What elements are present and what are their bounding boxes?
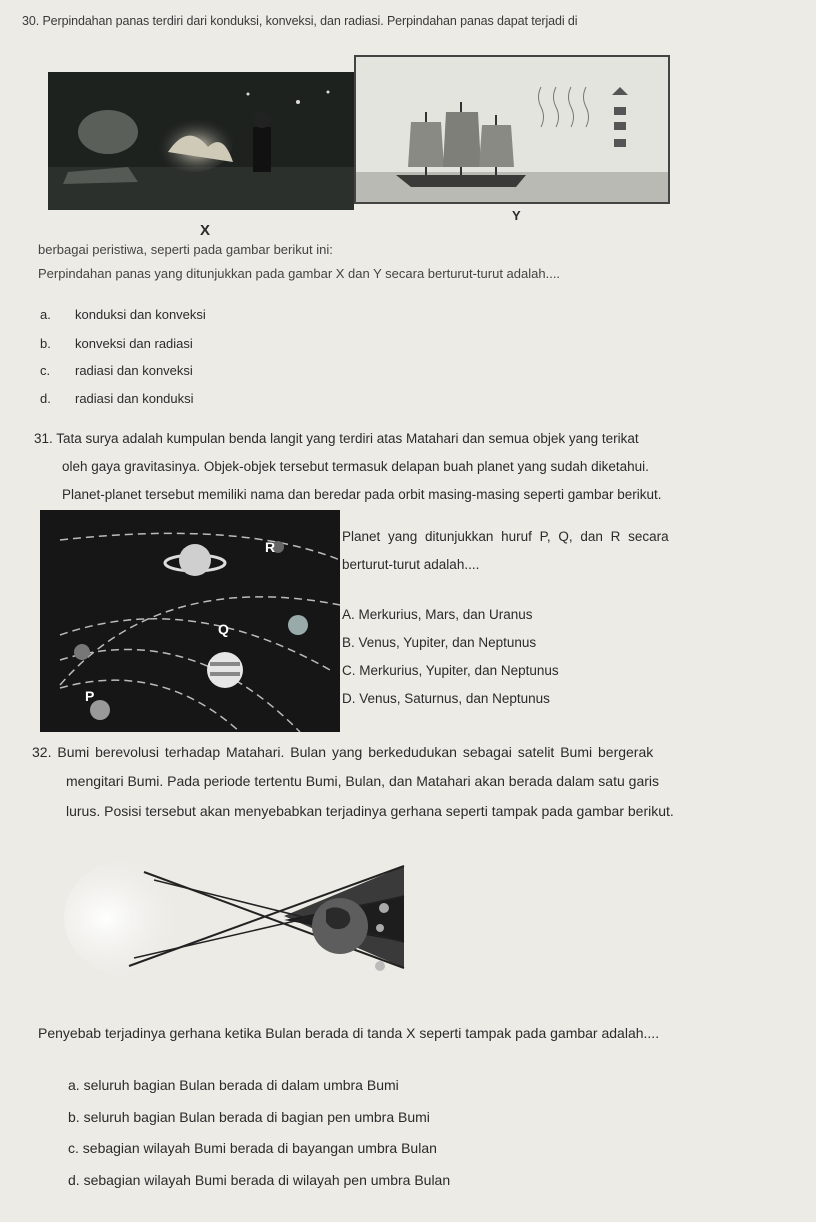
q30-option-text[interactable]: konduksi dan konveksi xyxy=(75,307,206,322)
q30-option-letter: b. xyxy=(40,336,51,351)
q32-option[interactable]: d. sebagian wilayah Bumi berada di wilayah pen umbra Bulan xyxy=(68,1172,451,1188)
q31-option[interactable]: D. Venus, Saturnus, dan Neptunus xyxy=(342,691,550,706)
q32-eclipse-diagram xyxy=(64,858,414,988)
q32-question: Penyebab terjadinya gerhana ketika Bulan berada di tanda X seperti tampak pada gambar adalah.... xyxy=(38,1025,660,1041)
q30-option-letter: d. xyxy=(40,391,51,406)
q31-text-line3: Planet-planet tersebut memiliki nama dan beredar pada orbit masing-masing seperti gambar berikut. xyxy=(62,487,662,502)
q30-intro: 30. Perpindahan panas terdiri dari konduksi, konveksi, dan radiasi. Perpindahan panas dapat terjadi di xyxy=(22,14,578,28)
q31-label-r: R xyxy=(265,539,276,555)
q31-option[interactable]: C. Merkurius, Yupiter, dan Neptunus xyxy=(342,663,559,678)
q32-option[interactable]: c. sebagian wilayah Bumi berada di bayangan umbra Bulan xyxy=(68,1140,437,1156)
q30-label-x: X xyxy=(200,222,211,239)
q31-option[interactable]: A. Merkurius, Mars, dan Uranus xyxy=(342,607,533,622)
q31-label-q: Q xyxy=(218,621,229,637)
q30-image-y xyxy=(354,55,670,204)
q30-option-text[interactable]: konveksi dan radiasi xyxy=(75,336,193,351)
q30-image-x xyxy=(48,72,354,210)
q31-label-p: P xyxy=(85,688,95,704)
q30-label-y: Y xyxy=(512,208,521,223)
q32-text-line1: 32. Bumi berevolusi terhadap Matahari. Bulan yang berkedudukan sebagai satelit Bumi bergerak xyxy=(32,744,654,760)
q31-question-line2: berturut-turut adalah.... xyxy=(342,557,480,572)
q32-text-line3: lurus. Posisi tersebut akan menyebabkan terjadinya gerhana seperti tampak pada gambar berikut. xyxy=(66,803,674,819)
q31-text-line1: 31. Tata surya adalah kumpulan benda langit yang terdiri atas Matahari dan semua objek yang terikat xyxy=(34,431,639,446)
q31-text-line2: oleh gaya gravitasinya. Objek-objek tersebut termasuk delapan buah planet yang sudah diketahui. xyxy=(62,459,649,474)
q30-option-letter: a. xyxy=(40,307,51,322)
q32-text-line2: mengitari Bumi. Pada periode tertentu Bumi, Bulan, dan Matahari akan berada dalam satu garis xyxy=(66,773,660,789)
q30-option-text[interactable]: radiasi dan konduksi xyxy=(75,391,194,406)
q32-option[interactable]: a. seluruh bagian Bulan berada di dalam umbra Bumi xyxy=(68,1077,399,1093)
q30-question: Perpindahan panas yang ditunjukkan pada gambar X dan Y secara berturut-turut adalah.... xyxy=(38,266,561,281)
q32-option[interactable]: b. seluruh bagian Bulan berada di bagian pen umbra Bumi xyxy=(68,1109,430,1125)
q31-question-line1: Planet yang ditunjukkan huruf P, Q, dan R secara xyxy=(342,529,669,544)
q31-option[interactable]: B. Venus, Yupiter, dan Neptunus xyxy=(342,635,537,650)
q30-option-text[interactable]: radiasi dan konveksi xyxy=(75,363,193,378)
q30-continuation: berbagai peristiwa, seperti pada gambar berikut ini: xyxy=(38,242,333,257)
q30-option-letter: c. xyxy=(40,363,51,378)
